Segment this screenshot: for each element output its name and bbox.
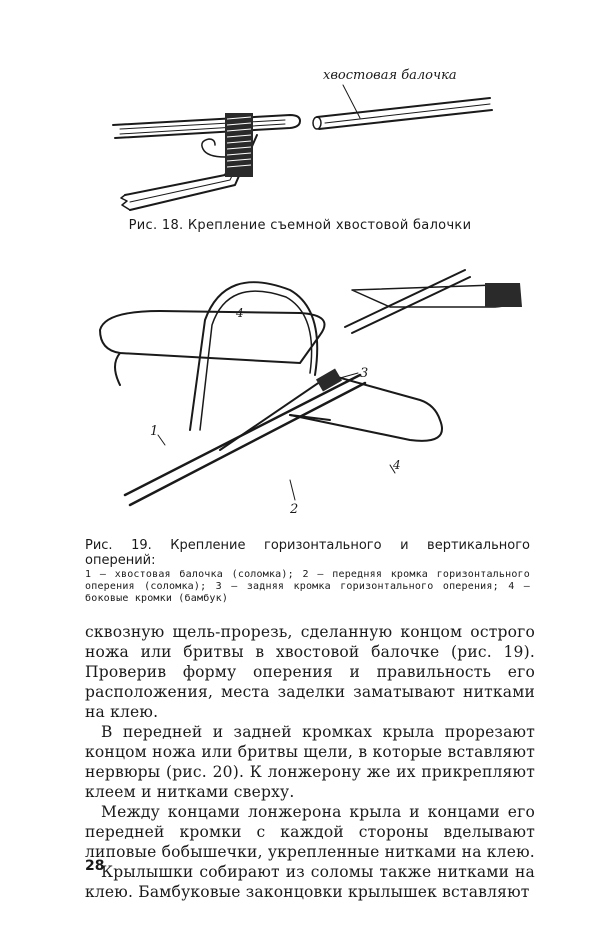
figure-19-caption-legend: 1 — хвостовая балочка (соломка); 2 — передняя кромка горизонтального оперения (соломка); 3 — задняя кромка горизонтального оперения; 4 — боковые кромки (бамбук): [85, 569, 530, 604]
paragraph-4: Крылышки собирают из соломы также нитками на клею. Бамбуковые законцовки крылышек вставляют: [85, 863, 535, 901]
fig19-label-3: 3: [360, 366, 369, 381]
page-number: 28: [85, 858, 105, 874]
thread-binding-icon: [225, 113, 253, 177]
fig19-label-2: 2: [290, 502, 299, 517]
figure-19-illustration: [90, 255, 530, 535]
knife-illustration: [345, 270, 522, 333]
figure-18-illustration: [95, 55, 515, 230]
paragraph-2: В передней и задней кромках крыла прорезают концом ножа или бритвы щели, в которые вставляют нервюры (рис. 20). К лонжерону же их прикрепляют клеем и нитками сверху.: [85, 723, 535, 801]
paragraph-3: Между концами лонжерона крыла и концами его передней кромки с каждой стороны вделывают липовые бобышечки, укрепленные нитками на клею.: [85, 803, 535, 861]
tail-binding-icon: [316, 368, 342, 391]
figure-18-caption: Рис. 18. Крепление съемной хвостовой балочки: [128, 218, 472, 233]
paragraph-1: сквозную щель-прорезь, сделанную концом острого ножа или бритвы в хвостовой балочке (рис. 19). Проверив форму оперения и правильность его расположения, места заделки заматывают нитками на клею.: [85, 623, 535, 721]
fig18-label: хвостовая балочка: [323, 68, 457, 83]
body-text: [85, 622, 535, 902]
figure-19-caption: [85, 538, 530, 605]
fig19-label-4a: 4: [236, 306, 244, 320]
fig19-label-1: 1: [150, 424, 159, 439]
fig19-label-4b: 4: [393, 458, 401, 472]
figure-19-caption-title: Рис. 19. Крепление горизонтального и вертикального оперений:: [85, 538, 530, 568]
